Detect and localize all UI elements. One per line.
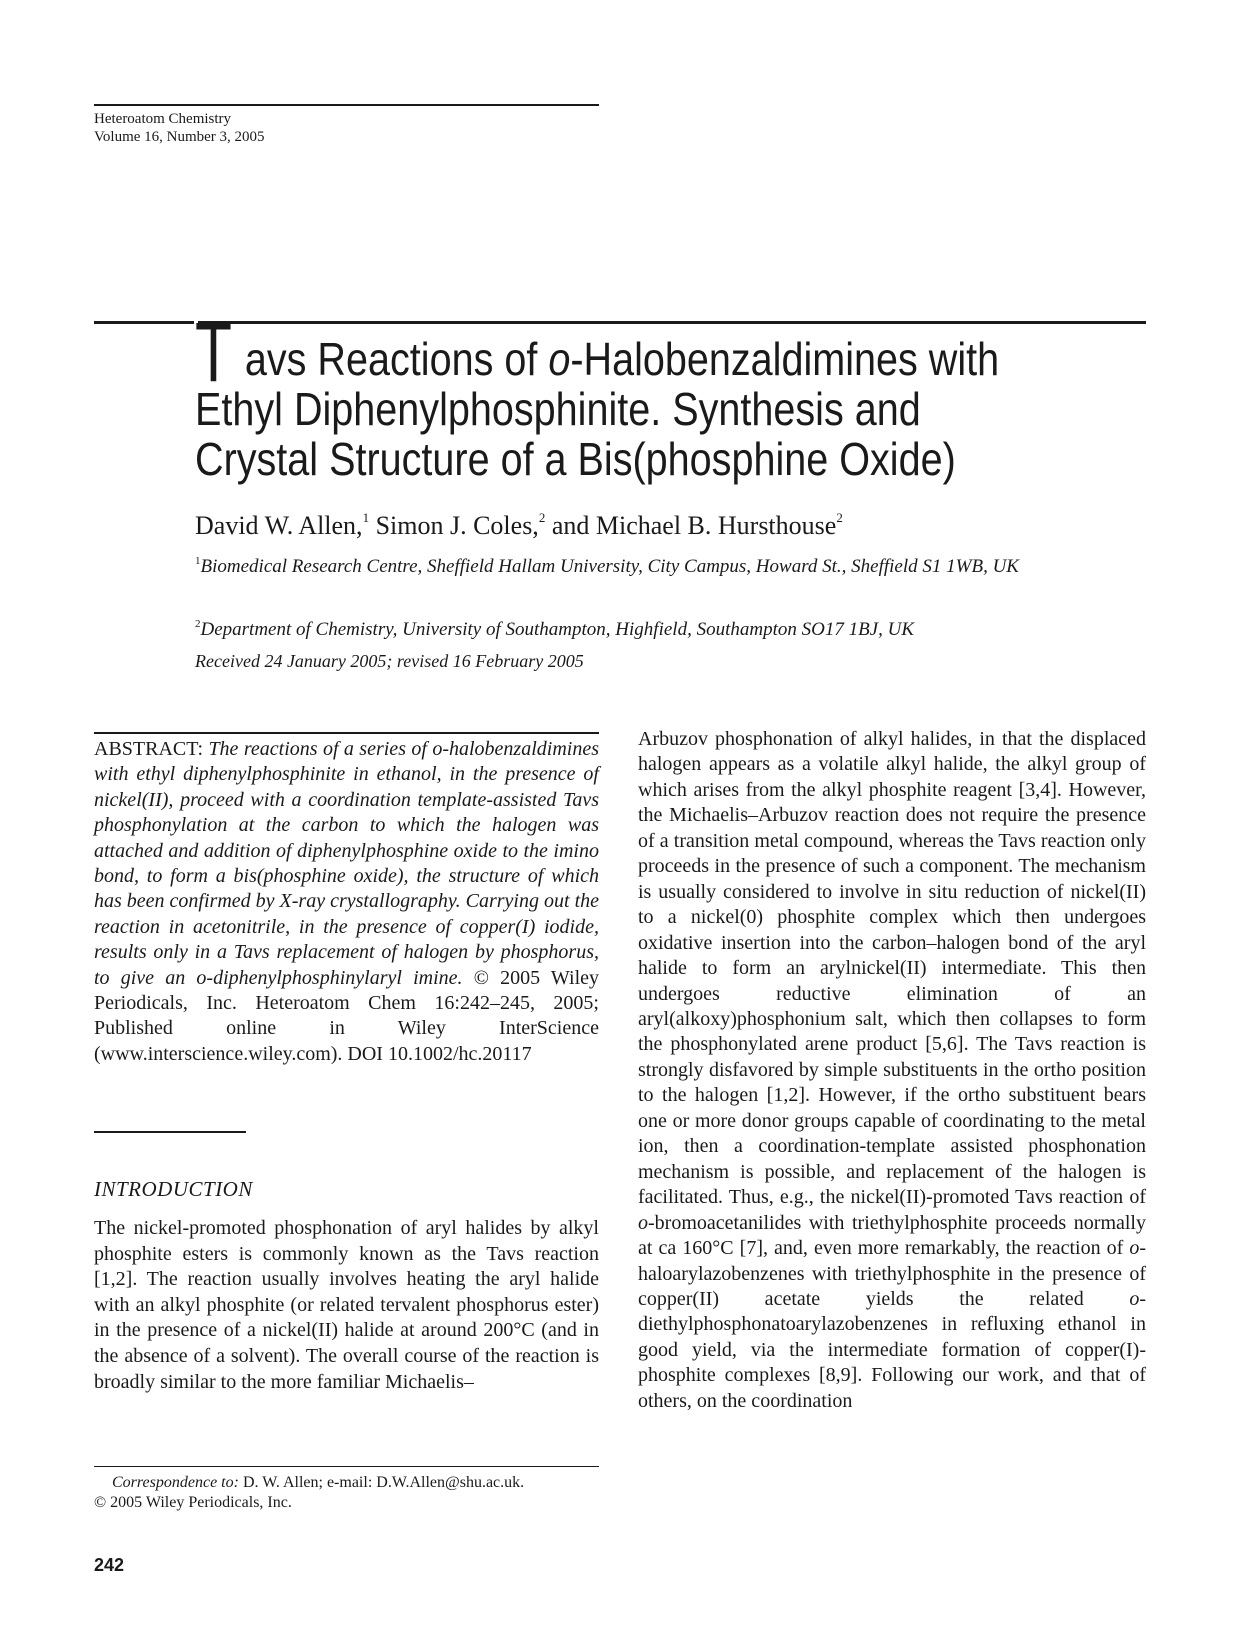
author-name: Simon J. Coles,: [375, 511, 539, 540]
author-affil-mark: 2: [538, 510, 546, 525]
footnote-rule: [94, 1466, 599, 1467]
title-line-2: Ethyl Diphenylphosphinite. Synthesis and: [195, 383, 921, 435]
abstract: [94, 737, 599, 1067]
abstract-rule-bottom: [94, 1131, 246, 1133]
title-dropcap: T: [195, 305, 232, 399]
affiliation: $^2$Department of Chemistry, University of Southampton, Highfield, Southampton SO17 1BJ, UK: [195, 618, 915, 640]
author-affil-mark: 1: [362, 510, 370, 525]
intro-paragraph: The nickel-promoted phosphonation of aryl halides by alkyl phosphite esters is commonly known as the Tavs reaction [1,2]. The reaction usually involves heating the aryl halide with an alkyl phosphite (or related tervalent phosphorus ester) in the presence of a nickel(II) halide at around 200°C (and in the absence of a solvent). The overall course of the reaction is broadly similar to the more familiar Michaelis–: [94, 1217, 599, 1393]
footnote: [94, 1473, 599, 1513]
title-rule-left: [94, 321, 194, 324]
title-line-1: avs Reactions of o-Halobenzaldimines with: [244, 333, 1000, 385]
author-name: and Michael B. Hursthouse: [551, 511, 837, 540]
abstract-label: ABSTRACT:: [94, 738, 204, 760]
journal-volume: Volume 16, Number 3, 2005: [94, 129, 265, 145]
abstract-citation: © 2005 Wiley Periodicals, Inc. Heteroatom Chem 16:242–245, 2005; Published online in Wiley InterScience (www.interscience.wiley.com). DOI 10.1002/hc.20117: [94, 966, 599, 1065]
abstract-body: The reactions of a series of o-halobenzaldimines with ethyl diphenylphosphinite in ethanol, in the presence of nickel(II), proceed with a coordination template-assisted Tavs phosphonylation at the carbon to which the halogen was attached and addition of diphenylphosphine oxide to the imino bond, to form a bis(phosphine oxide), the structure of which has been confirmed by X-ray crystallography. Carrying out the reaction in acetonitrile, in the presence of copper(I) iodide, results only in a Tavs replacement of halogen by phosphorus, to give an o-diphenylphosphinylaryl imine.: [94, 738, 599, 989]
copyright-line: © 2005 Wiley Periodicals, Inc.: [94, 1494, 292, 1511]
section-heading: INTRODUCTION: [94, 1177, 253, 1201]
running-head: [94, 104, 599, 146]
article-title: [195, 334, 1021, 484]
title-rule-right: [198, 321, 1146, 324]
author-name: David W. Allen,: [195, 511, 363, 540]
correspondence-line: Correspondence to: D. W. Allen; e-mail: D.W.Allen@shu.ac.uk.: [112, 1474, 525, 1491]
author-list: [195, 503, 843, 541]
right-column-text: Arbuzov phosphonation of alkyl halides, in that the displaced halogen appears as a volatile alkyl halide, the alkyl group of which arises from the alkyl phosphite reagent [3,4]. However, the Michaelis–Arbuzov reaction does not require the presence of a transition metal compound, whereas the Tavs reaction only proceeds in the presence of such a component. The mechanism is usually considered to involve in situ reduction of nickel(II) to a nickel(0) phosphite complex which then undergoes oxidative insertion into the carbon–halogen bond of the aryl halide to form an arylnickel(II) intermediate. This then undergoes reductive elimination of an aryl(alkoxy)phosphonium salt, which then collapses to form the phosphonylated arene product [5,6]. The Tavs reaction is strongly disfavored by simple substituents in the ortho position to the halogen [1,2]. However, if the ortho substituent bears one or more donor groups capable of coordinating to the metal ion, then a coordination-template assisted phosphonation mechanism is possible, and replacement of the halogen is facilitated. Thus, e.g., the nickel(II)-promoted Tavs reaction of o-bromoacetanilides with triethylphosphite proceeds normally at ca 160°C [7], and, even more remarkably, the reaction of o-haloarylazobenzenes with triethylphosphite in the presence of copper(II) acetate yields the related o-diethylphosphonatoarylazobenzenes in refluxing ethanol in good yield, via the intermediate formation of copper(I)-phosphite complexes [8,9]. Following our work, and that of others, on the coordination: [638, 728, 1146, 1412]
page-number: 242: [94, 1555, 125, 1575]
journal-name: Heteroatom Chemistry: [94, 111, 232, 127]
received-dates: Received 24 January 2005; revised 16 February 2005: [195, 651, 584, 671]
author-affil-mark: 2: [836, 510, 843, 525]
abstract-rule-top: [94, 732, 599, 734]
affiliation: $^1$Biomedical Research Centre, Sheffield Hallam University, City Campus, Howard St., Sheffield S1 1WB, UK: [195, 555, 1019, 577]
title-line-3: Crystal Structure of a Bis(phosphine Oxide): [195, 433, 956, 485]
